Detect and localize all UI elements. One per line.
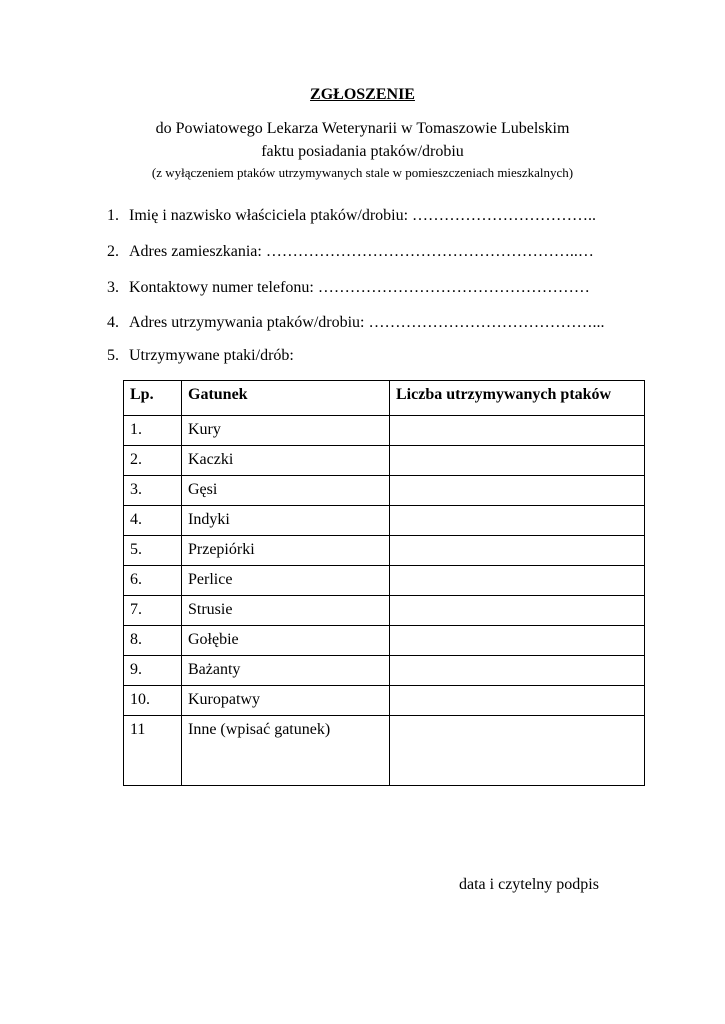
row-count-cell[interactable] [390, 476, 645, 506]
row-species: Gęsi [182, 476, 390, 506]
row-lp: 1. [124, 416, 182, 446]
signature-label: data i czytelny podpis [459, 876, 599, 893]
birds-kept-heading [107, 347, 294, 365]
field-label: Imię i nazwisko właściciela ptaków/drobiu: …………………………….. [129, 207, 597, 224]
table-row [124, 656, 645, 686]
field-number: 4. [107, 314, 119, 331]
row-count-cell[interactable] [390, 716, 645, 786]
field-number: 5. [107, 347, 119, 364]
form-title: ZGŁOSZENIE [310, 86, 415, 103]
row-lp: 8. [124, 626, 182, 656]
field-label: Adres zamieszkania: …………………………………………………..… [129, 243, 594, 260]
row-species: Strusie [182, 596, 390, 626]
row-species: Kury [182, 416, 390, 446]
field-number: 2. [107, 243, 119, 260]
subject-line: faktu posiadania ptaków/drobiu [261, 143, 464, 160]
field-number: 1. [107, 207, 119, 224]
addressee-line: do Powiatowego Lekarza Weterynarii w Tomaszowie Lubelskim [155, 120, 570, 137]
table-row [124, 596, 645, 626]
row-species: Kuropatwy [182, 686, 390, 716]
row-lp: 3. [124, 476, 182, 506]
row-count-cell[interactable] [390, 626, 645, 656]
row-count-cell[interactable] [390, 416, 645, 446]
row-lp: 4. [124, 506, 182, 536]
home-address-field[interactable] [107, 243, 594, 261]
keeping-address-field[interactable] [107, 314, 605, 332]
row-species: Perlice [182, 566, 390, 596]
header-lp: Lp. [124, 381, 182, 416]
birds-table [123, 380, 645, 786]
field-label: Adres utrzymywania ptaków/drobiu: ……………………………………... [129, 314, 605, 331]
row-lp: 6. [124, 566, 182, 596]
table-row [124, 716, 645, 786]
row-lp: 11 [124, 716, 182, 786]
field-label: Utrzymywane ptaki/drób: [129, 347, 294, 364]
table-header-row [124, 381, 645, 416]
row-count-cell[interactable] [390, 536, 645, 566]
row-species: Indyki [182, 506, 390, 536]
header-count: Liczba utrzymywanych ptaków [390, 381, 645, 416]
exclusion-note: (z wyłączeniem ptaków utrzymywanych stale w pomieszczeniach mieszkalnych) [151, 165, 574, 180]
table-row [124, 416, 645, 446]
row-species: Gołębie [182, 626, 390, 656]
row-species: Kaczki [182, 446, 390, 476]
row-count-cell[interactable] [390, 566, 645, 596]
phone-number-field[interactable] [107, 279, 590, 297]
field-label: Kontaktowy numer telefonu: …………………………………………… [129, 279, 590, 296]
row-count-cell[interactable] [390, 686, 645, 716]
table-row [124, 446, 645, 476]
row-species: Bażanty [182, 656, 390, 686]
field-number: 3. [107, 279, 119, 296]
table-row [124, 476, 645, 506]
row-lp: 2. [124, 446, 182, 476]
row-lp: 10. [124, 686, 182, 716]
owner-name-field[interactable] [107, 207, 596, 225]
row-species[interactable]: Inne (wpisać gatunek) [182, 716, 390, 786]
row-count-cell[interactable] [390, 596, 645, 626]
header-species: Gatunek [182, 381, 390, 416]
table-row [124, 536, 645, 566]
table-row [124, 506, 645, 536]
row-lp: 5. [124, 536, 182, 566]
row-species: Przepiórki [182, 536, 390, 566]
table-row [124, 626, 645, 656]
table-row [124, 566, 645, 596]
row-lp: 9. [124, 656, 182, 686]
row-count-cell[interactable] [390, 446, 645, 476]
row-count-cell[interactable] [390, 506, 645, 536]
row-lp: 7. [124, 596, 182, 626]
table-row [124, 686, 645, 716]
row-count-cell[interactable] [390, 656, 645, 686]
